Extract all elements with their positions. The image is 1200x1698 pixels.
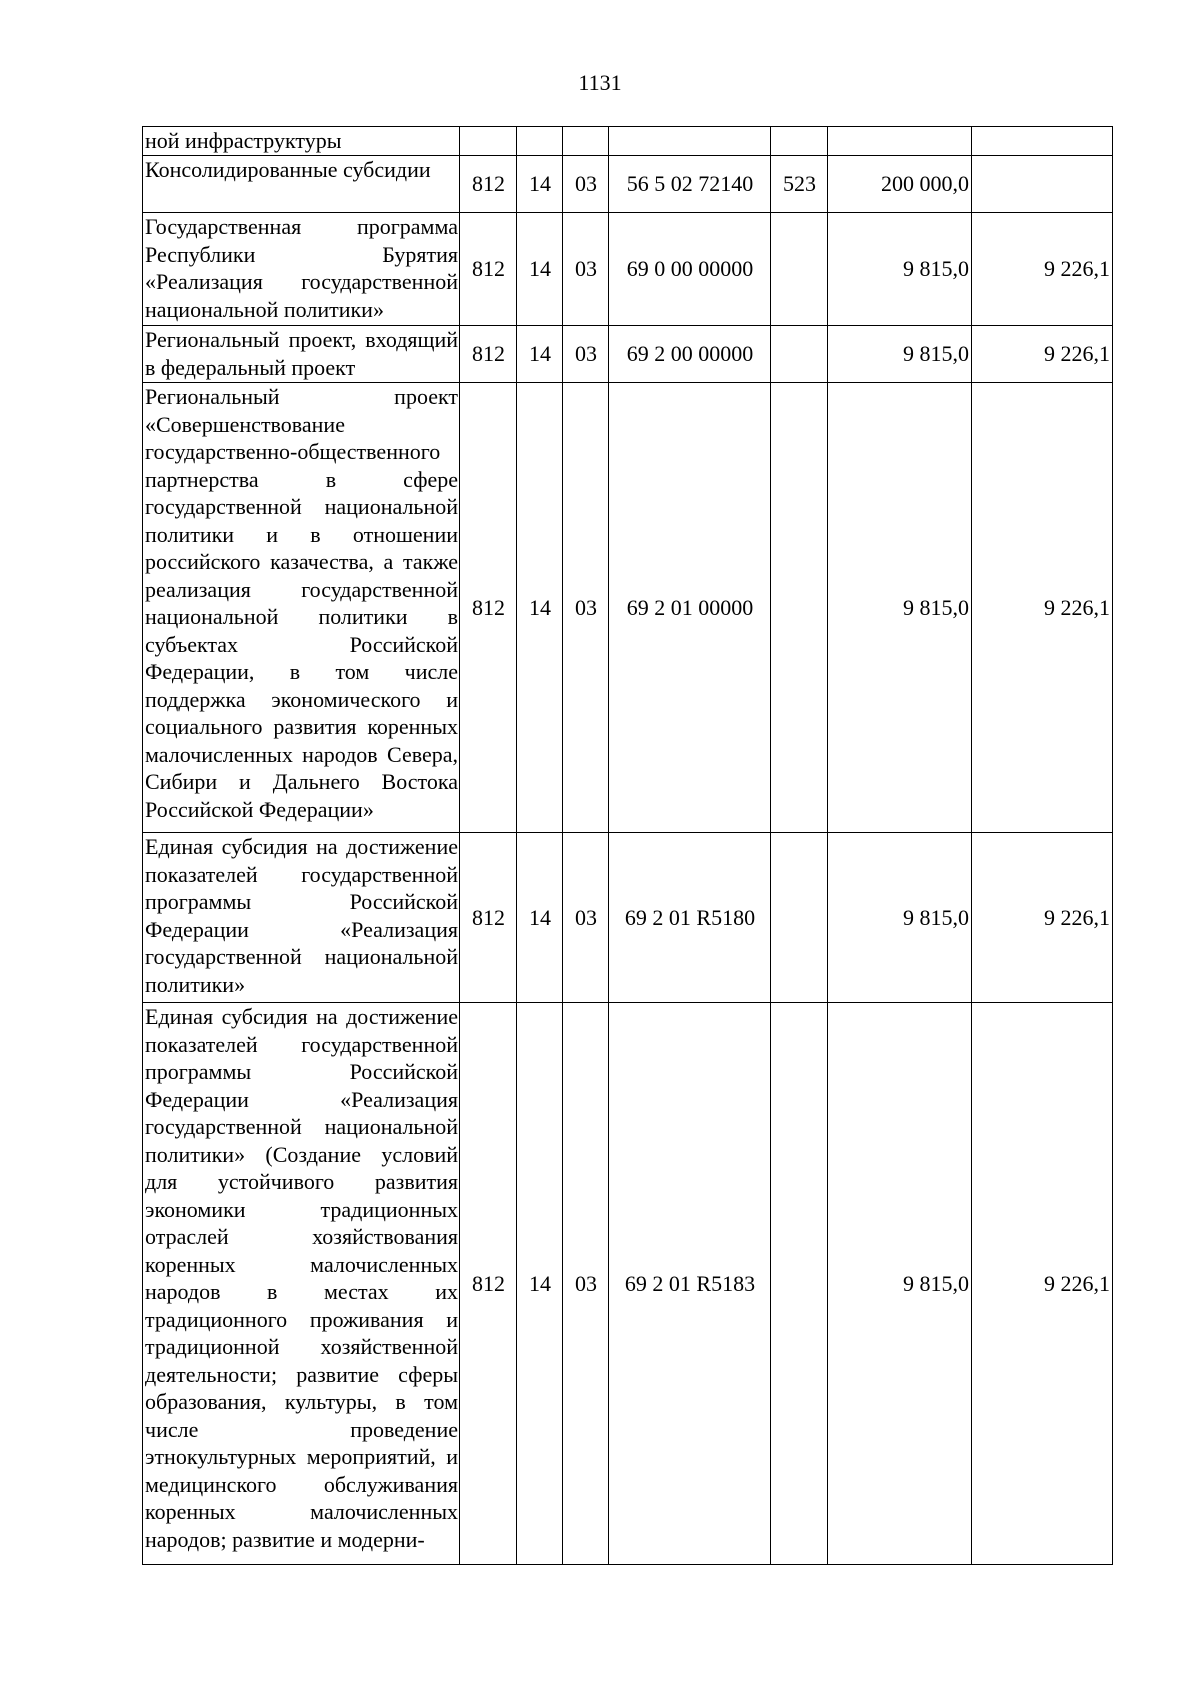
section-code-cell: 14 <box>517 383 563 833</box>
expense-type-cell <box>771 326 828 383</box>
section-code-cell: 14 <box>517 213 563 326</box>
expense-type-cell <box>771 833 828 1003</box>
table-row <box>143 833 1113 1003</box>
section-code-cell: 14 <box>517 1003 563 1565</box>
section-code-cell: 14 <box>517 326 563 383</box>
target-article-cell <box>609 127 771 156</box>
amount-first-year-cell: 9 815,0 <box>828 326 972 383</box>
table-row <box>143 383 1113 833</box>
amount-second-year-cell: 9 226,1 <box>972 326 1113 383</box>
budget-table <box>142 126 1113 1565</box>
subsection-code-cell: 03 <box>563 326 609 383</box>
target-article-cell: 69 2 00 00000 <box>609 326 771 383</box>
amount-second-year-cell: 9 226,1 <box>972 213 1113 326</box>
table-row <box>143 1003 1113 1565</box>
amount-first-year-cell: 9 815,0 <box>828 213 972 326</box>
subsection-code-cell: 03 <box>563 383 609 833</box>
amount-second-year-cell: 9 226,1 <box>972 383 1113 833</box>
ministry-code-cell: 812 <box>460 383 517 833</box>
target-article-cell: 69 0 00 00000 <box>609 213 771 326</box>
expense-type-cell <box>771 383 828 833</box>
subsection-code-cell: 03 <box>563 833 609 1003</box>
amount-second-year-cell <box>972 127 1113 156</box>
row-name-cell: Региональный проект, входящий в федеральный проект <box>143 326 460 383</box>
ministry-code-cell: 812 <box>460 156 517 213</box>
target-article-cell: 69 2 01 R5180 <box>609 833 771 1003</box>
ministry-code-cell: 812 <box>460 1003 517 1565</box>
section-code-cell: 14 <box>517 156 563 213</box>
subsection-code-cell: 03 <box>563 213 609 326</box>
subsection-code-cell: 03 <box>563 156 609 213</box>
amount-second-year-cell: 9 226,1 <box>972 833 1113 1003</box>
amount-first-year-cell: 9 815,0 <box>828 383 972 833</box>
ministry-code-cell: 812 <box>460 833 517 1003</box>
amount-first-year-cell: 9 815,0 <box>828 1003 972 1565</box>
table-row <box>143 213 1113 326</box>
table-row <box>143 127 1113 156</box>
page-number: 1131 <box>578 70 622 95</box>
amount-second-year-cell <box>972 156 1113 213</box>
amount-first-year-cell <box>828 127 972 156</box>
expense-type-cell <box>771 213 828 326</box>
subsection-code-cell <box>563 127 609 156</box>
row-name-cell: Региональный проект «Совершенствование государственно-общественного партнерства в сфере государственной национальной политики и в отношении российского казачества, а также реализация государственной национальной политики в субъектах Российской Федерации, в том числе поддержка экономического и социального развития коренных малочисленных народов Севера, Сибири и Дальнего Востока Российской Федерации» <box>143 383 460 833</box>
amount-first-year-cell: 200 000,0 <box>828 156 972 213</box>
row-name-cell: ной инфраструктуры <box>143 127 460 156</box>
row-name-cell: Государственная программа Республики Бурятия «Реализация государственной национальной политики» <box>143 213 460 326</box>
row-name-cell: Единая субсидия на достижение показателей государственной программы Российской Федерации «Реализация государственной национальной политики» (Создание условий для устойчивого развития экономики традиционных отраслей хозяйствования коренных малочисленных народов в местах их традиционного проживания и традиционной хозяйственной деятельности; развитие сферы образования, культуры, в том числе проведение этнокультурных мероприятий, и медицинского обслуживания коренных малочисленных народов; развитие и модерни- <box>143 1003 460 1565</box>
ministry-code-cell: 812 <box>460 213 517 326</box>
row-name-cell: Единая субсидия на достижение показателей государственной программы Российской Федерации «Реализация государственной национальной политики» <box>143 833 460 1003</box>
row-name-cell: Консолидированные субсидии <box>143 156 460 213</box>
expense-type-cell <box>771 1003 828 1565</box>
table-row <box>143 326 1113 383</box>
subsection-code-cell: 03 <box>563 1003 609 1565</box>
section-code-cell: 14 <box>517 833 563 1003</box>
amount-second-year-cell: 9 226,1 <box>972 1003 1113 1565</box>
expense-type-cell: 523 <box>771 156 828 213</box>
table-row <box>143 156 1113 213</box>
amount-first-year-cell: 9 815,0 <box>828 833 972 1003</box>
ministry-code-cell <box>460 127 517 156</box>
ministry-code-cell: 812 <box>460 326 517 383</box>
target-article-cell: 56 5 02 72140 <box>609 156 771 213</box>
target-article-cell: 69 2 01 R5183 <box>609 1003 771 1565</box>
expense-type-cell <box>771 127 828 156</box>
target-article-cell: 69 2 01 00000 <box>609 383 771 833</box>
section-code-cell <box>517 127 563 156</box>
